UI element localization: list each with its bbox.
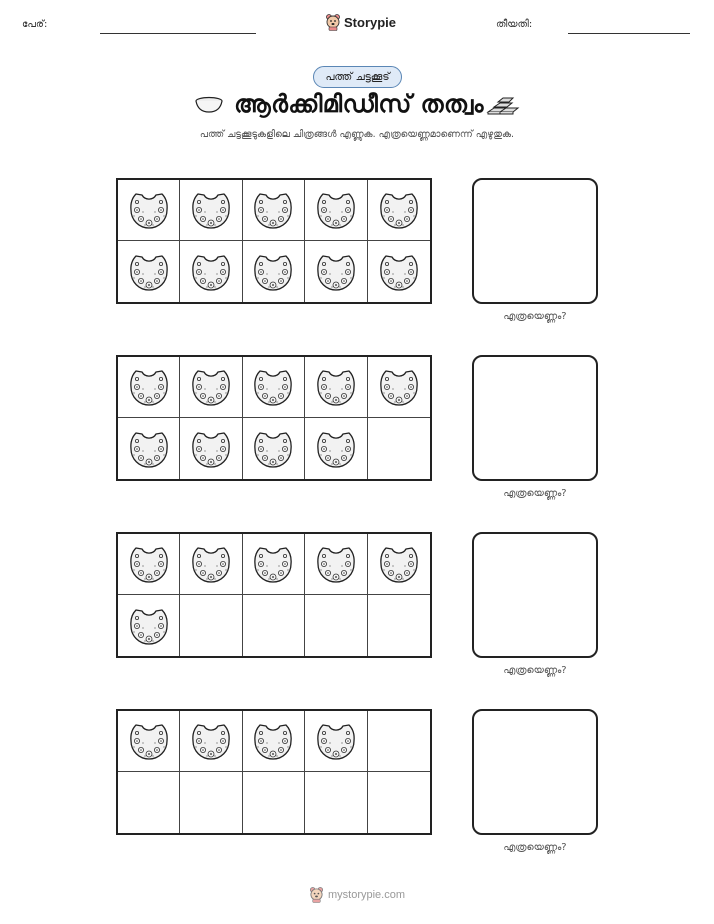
footer	[309, 886, 405, 903]
necklace-icon	[315, 544, 357, 584]
answer-box-3[interactable]	[472, 532, 598, 658]
necklace-icon	[190, 252, 232, 292]
how-many-question: എത്രയെണ്ണം?	[503, 311, 567, 322]
necklace-icon	[128, 721, 170, 761]
answer-box-2[interactable]	[472, 355, 598, 481]
brand-logo	[325, 13, 396, 31]
frame-cell	[305, 711, 367, 772]
necklace-icon	[252, 429, 294, 469]
necklace-icon	[378, 367, 420, 407]
frame-cell	[118, 357, 180, 418]
frame-cell	[368, 180, 430, 241]
how-many-question: എത്രയെണ്ണം?	[503, 842, 567, 853]
frame-cell	[368, 241, 430, 302]
frame-cell	[180, 418, 242, 479]
frame-cell	[243, 595, 305, 656]
brand-name: Storypie	[344, 14, 397, 30]
frame-cell	[180, 180, 242, 241]
date-line[interactable]	[568, 33, 690, 34]
frame-cell	[118, 241, 180, 302]
frame-cell	[368, 418, 430, 479]
bear-logo-icon	[325, 13, 341, 31]
worksheet-type-pill: പത്ത് ചട്ടക്കൂട്	[313, 66, 402, 88]
frame-cell	[118, 180, 180, 241]
frame-cell	[180, 357, 242, 418]
necklace-icon	[252, 190, 294, 230]
bear-logo-icon	[309, 886, 324, 903]
necklace-icon	[128, 190, 170, 230]
ten-frame-4	[116, 709, 432, 835]
answer-box-1[interactable]	[472, 178, 598, 304]
necklace-icon	[252, 252, 294, 292]
frame-cell	[118, 711, 180, 772]
necklace-icon	[252, 367, 294, 407]
frame-cell	[243, 180, 305, 241]
frame-cell	[368, 595, 430, 656]
ten-frame-3	[116, 532, 432, 658]
frame-cell	[305, 595, 367, 656]
necklace-icon	[315, 252, 357, 292]
frame-cell	[118, 418, 180, 479]
necklace-icon	[128, 606, 170, 646]
necklace-icon	[190, 429, 232, 469]
necklace-icon	[190, 367, 232, 407]
frame-cell	[243, 357, 305, 418]
necklace-icon	[315, 429, 357, 469]
necklace-icon	[128, 367, 170, 407]
necklace-icon	[128, 544, 170, 584]
date-label: തീയതി:	[496, 19, 533, 30]
frame-cell	[180, 595, 242, 656]
how-many-question: എത്രയെണ്ണം?	[503, 665, 567, 676]
answer-box-4[interactable]	[472, 709, 598, 835]
bowl-icon	[194, 96, 224, 114]
necklace-icon	[128, 252, 170, 292]
frame-cell	[180, 534, 242, 595]
frame-cell	[368, 772, 430, 833]
instructions: പത്ത് ചട്ടക്കൂടുകളിലെ ചിത്രങ്ങൾ എണ്ണുക. എത്രയെണ്ണമാണെന്ന് എഴുതുക.	[199, 129, 515, 140]
necklace-icon	[252, 544, 294, 584]
frame-cell	[368, 711, 430, 772]
frame-cell	[368, 534, 430, 595]
frame-cell	[305, 418, 367, 479]
frame-cell	[368, 357, 430, 418]
frame-cell	[305, 772, 367, 833]
frame-cell	[180, 772, 242, 833]
frame-cell	[243, 772, 305, 833]
frame-cell	[118, 534, 180, 595]
footer-site[interactable]: mystorypie.com	[328, 888, 406, 901]
frame-cell	[243, 534, 305, 595]
frame-cell	[180, 711, 242, 772]
necklace-icon	[378, 252, 420, 292]
necklace-icon	[190, 544, 232, 584]
frame-cell	[180, 241, 242, 302]
necklace-icon	[315, 721, 357, 761]
frame-cell	[305, 534, 367, 595]
frame-cell	[243, 418, 305, 479]
frame-cell	[305, 180, 367, 241]
how-many-question: എത്രയെണ്ണം?	[503, 488, 567, 499]
necklace-icon	[378, 190, 420, 230]
necklace-icon	[190, 190, 232, 230]
necklace-icon	[190, 721, 232, 761]
gold-bars-icon	[486, 94, 520, 116]
frame-cell	[118, 772, 180, 833]
ten-frame-1	[116, 178, 432, 304]
ten-frame-2	[116, 355, 432, 481]
necklace-icon	[315, 190, 357, 230]
necklace-icon	[378, 544, 420, 584]
necklace-icon	[252, 721, 294, 761]
frame-cell	[243, 241, 305, 302]
frame-cell	[305, 357, 367, 418]
name-line[interactable]	[100, 33, 256, 34]
frame-cell	[118, 595, 180, 656]
frame-cell	[243, 711, 305, 772]
name-label: പേര്:	[22, 19, 48, 30]
necklace-icon	[128, 429, 170, 469]
frame-cell	[305, 241, 367, 302]
worksheet-title: ആർക്കിമിഡീസ് തത്വം	[234, 90, 484, 118]
necklace-icon	[315, 367, 357, 407]
